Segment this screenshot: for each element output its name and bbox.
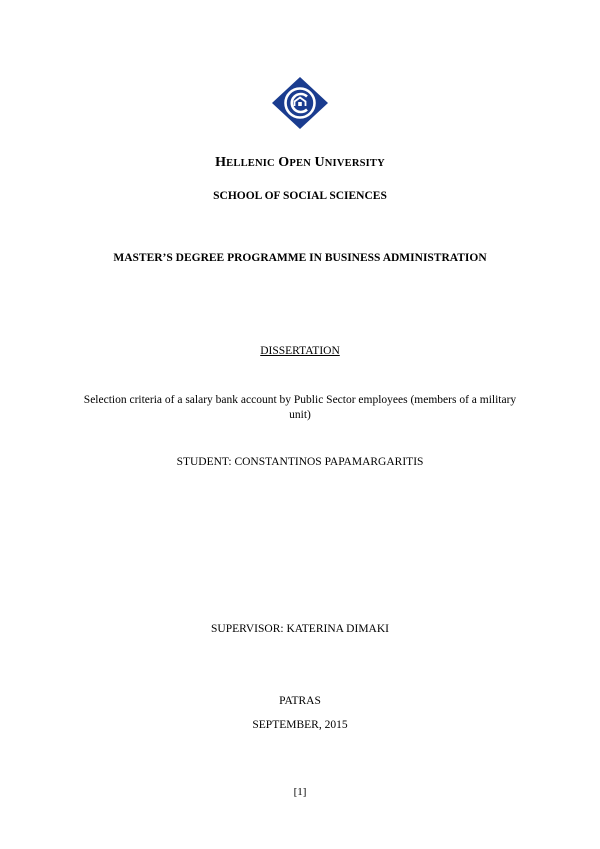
dissertation-title: Selection criteria of a salary bank account by Public Sector employees (members of a military unit)	[83, 394, 517, 421]
page-number: [1]	[293, 786, 307, 798]
student-name: STUDENT: CONSTANTINOS PAPAMARGARITIS	[176, 456, 424, 468]
document-type: DISSERTATION	[260, 345, 340, 357]
school-name: SCHOOL OF SOCIAL SCIENCES	[213, 190, 387, 202]
university-word3-initial: U	[314, 155, 325, 170]
university-word2-rest: PEN	[289, 158, 311, 169]
city: PATRAS	[279, 695, 321, 707]
university-word1-rest: ELLENIC	[226, 158, 275, 169]
university-word1-initial: H	[215, 155, 227, 170]
university-name	[0, 154, 600, 171]
supervisor-name: SUPERVISOR: KATERINA DIMAKI	[211, 623, 389, 635]
date: SEPTEMBER, 2015	[252, 719, 348, 731]
university-word3-rest: NIVERSITY	[324, 158, 385, 169]
programme-name: MASTER’S DEGREE PROGRAMME IN BUSINESS ADMINISTRATION	[113, 252, 487, 264]
university-word2-initial: O	[278, 155, 290, 170]
university-logo-icon	[271, 76, 329, 130]
